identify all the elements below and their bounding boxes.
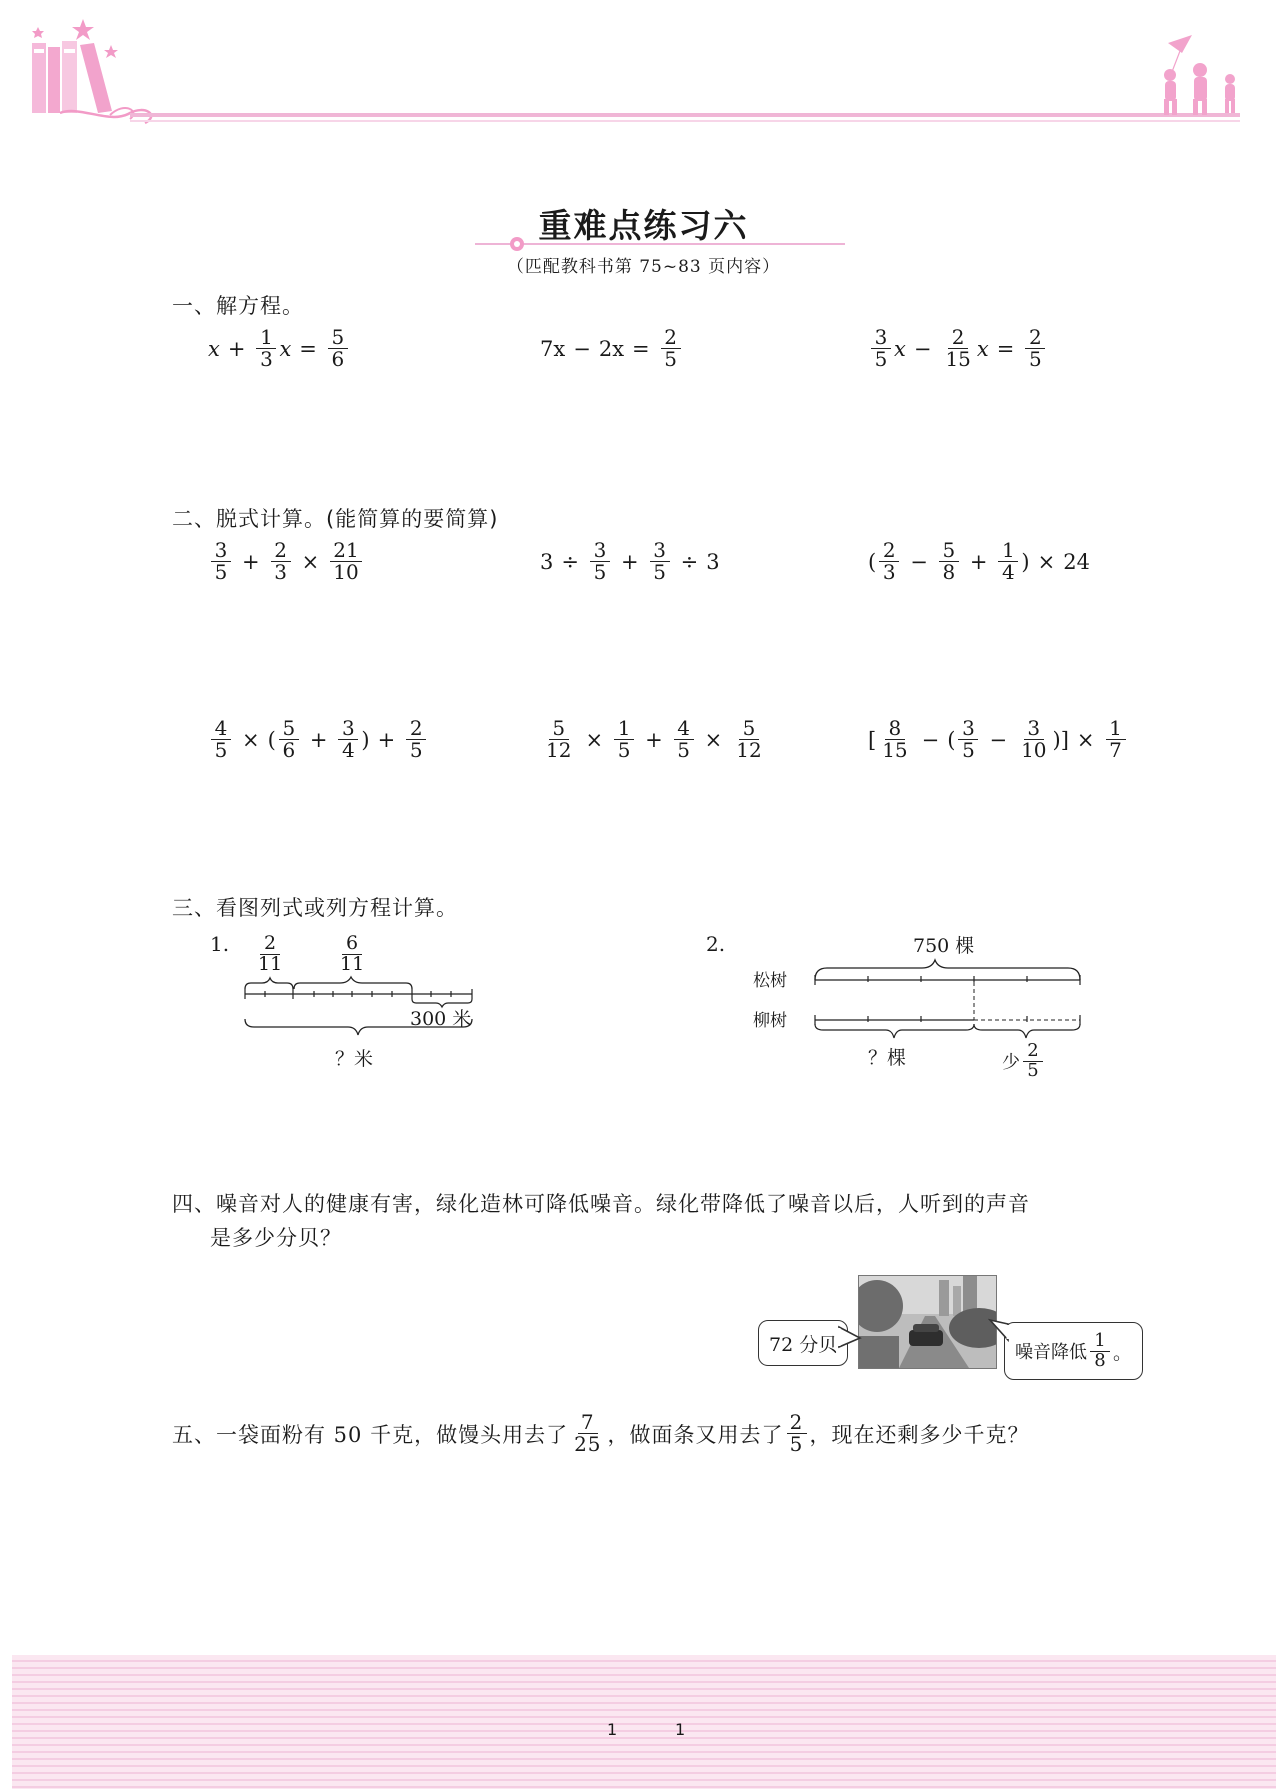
page-subtitle: （匹配教科书第 75~83 页内容） [506,257,781,277]
problem2-less-label: 少 $\frac{2}{5}$ [1002,1042,1046,1081]
calc-5: $\frac{5}{12}$ × $\frac{1}{5}$ + $\frac{4}{5}$ × $\frac{5}{12}$ [546,716,762,762]
page-title: 重难点练习六 [538,206,749,245]
bubble-left-tail [838,1325,862,1351]
bubble-decibel: 72 分贝 [758,1320,848,1366]
calc-6: [ $\frac{8}{15}$ − ( $\frac{3}{5}$ − $\frac{3}{10}$ )] × $\frac{1}{7}$ [868,718,1129,761]
header-decoration [20,15,1260,125]
section4-line2: 是多少分贝？ [210,1226,342,1250]
problem1-number: 1. [210,932,230,956]
problem1-total-label: ？米 [335,1048,374,1070]
calc-4: $\frac{4}{5}$ × ( $\frac{5}{6}$ + $\frac{3}{4}$ ) + $\frac{2}{5}$ [208,718,429,761]
title-underline [475,236,845,252]
page-number-b: 1 [675,1720,686,1739]
problem1-fraction-b: $\frac{6}{11}$ [340,932,365,975]
footer-stripes [12,1655,1276,1789]
equation-2: 7x − 2x = $\frac{2}{5}$ [540,327,684,370]
books-icon [32,41,112,113]
road-photo [858,1275,997,1369]
equation-3: $\frac{3}{5}$ x − $\frac{2}{15}$ x = $\frac{2}{5}$ [868,327,1048,370]
equation-1: x + $\frac{1}{3}$ x = $\frac{5}{6}$ [208,327,351,370]
bubble-right-tail [988,1318,1010,1344]
section1-heading: 一、解方程。 [172,294,304,318]
problem2-row2-label: 柳树 [753,1011,787,1031]
problem2-number: 2. [706,932,726,956]
problem2-row1-label: 松树 [753,971,787,991]
problem2-total-label: 750 棵 [913,935,975,957]
bubble-noise-reduce: 噪音降低 $\frac{1}{8}$ 。 [1004,1322,1143,1380]
calc-1: $\frac{3}{5}$ + $\frac{2}{3}$ × $\frac{21}{10}$ [208,540,365,583]
problem1-fraction-a: $\frac{2}{11}$ [258,932,283,975]
problem1-rest-label: 300 米 [410,1008,472,1030]
calc-3: ( $\frac{2}{3}$ − $\frac{5}{8}$ + $\frac{1}{4}$ ) × 24 [868,538,1090,584]
page-number-a: 1 [607,1720,618,1739]
calc-2: 3 ÷ $\frac{3}{5}$ + $\frac{3}{5}$ ÷ 3 [540,538,720,584]
section3-heading: 三、看图列式或列方程计算。 [172,896,458,920]
section2-heading: 二、脱式计算。(能简算的要简算) [172,507,499,531]
section5-problem: 五、一袋面粉有 50 千克，做馒头用去了 $\frac{7}{25}$ ，做面条又用去了 $\frac{2}{5}$ ，现在还剩多少千克？ [172,1410,1030,1456]
problem2-line-diagram [810,958,1085,1040]
section4-line1: 四、噪音对人的健康有害，绿化造林可降低噪音。绿化带降低了噪音以后，人听到的声音 [172,1192,1030,1216]
children-kite-icon [1164,35,1235,115]
problem2-unknown-label: ？棵 [868,1047,907,1069]
